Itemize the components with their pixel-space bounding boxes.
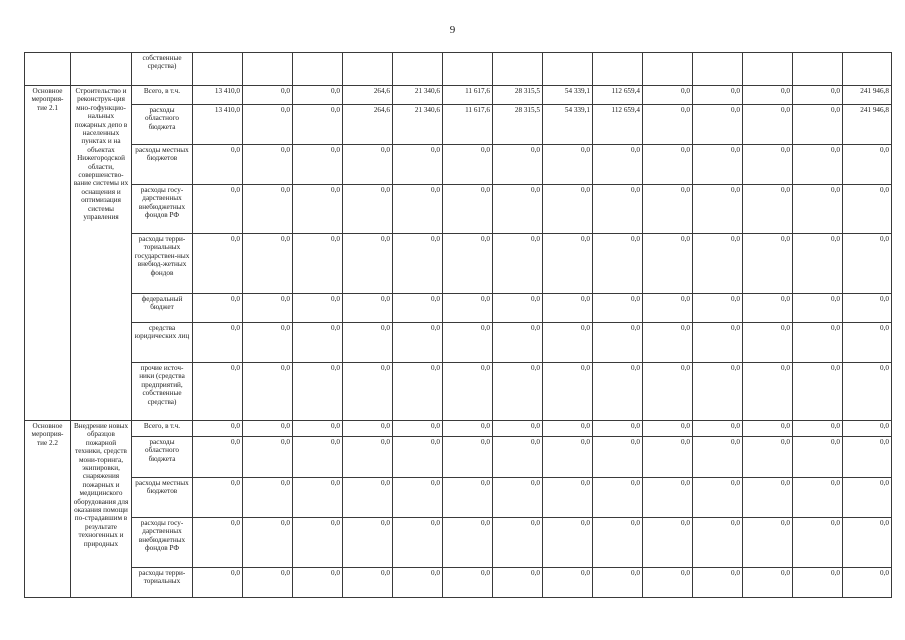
value-cell: 0,0	[643, 478, 693, 518]
value-cell: 0,0	[593, 421, 643, 437]
value-cell: 0,0	[643, 437, 693, 478]
funding-source-cell: расходы местных бюджетов	[132, 478, 193, 518]
value-cell: 0,0	[743, 234, 793, 294]
value-cell: 13 410,0	[193, 86, 243, 105]
value-cell: 0,0	[343, 234, 393, 294]
activity-name-cell	[71, 53, 132, 86]
value-cell: 0,0	[293, 437, 343, 478]
value-cell: 0,0	[743, 185, 793, 234]
value-cell: 0,0	[593, 568, 643, 598]
value-cell: 0,0	[493, 421, 543, 437]
value-cell: 0,0	[243, 363, 293, 421]
activity-name-cell: Строительство и реконструк-ция мно-гофункцио-нальных пожарных депо в населенных пунктах и на объектах Нижегородской области, совершенство-вание системы их оснащения и оптимизация системы управления	[71, 86, 132, 421]
value-cell	[343, 53, 393, 86]
value-cell: 0,0	[193, 294, 243, 323]
value-cell: 54 339,1	[543, 105, 593, 145]
value-cell: 0,0	[793, 478, 843, 518]
value-cell: 0,0	[393, 363, 443, 421]
value-cell: 0,0	[693, 518, 743, 568]
value-cell: 0,0	[793, 323, 843, 363]
value-cell: 0,0	[493, 363, 543, 421]
value-cell	[793, 53, 843, 86]
value-cell: 0,0	[643, 421, 693, 437]
value-cell: 0,0	[593, 323, 643, 363]
value-cell	[543, 53, 593, 86]
value-cell: 0,0	[593, 145, 643, 185]
value-cell	[293, 53, 343, 86]
value-cell: 0,0	[793, 234, 843, 294]
value-cell: 0,0	[393, 323, 443, 363]
value-cell: 0,0	[593, 478, 643, 518]
value-cell: 0,0	[443, 363, 493, 421]
value-cell: 0,0	[643, 568, 693, 598]
value-cell: 0,0	[393, 234, 443, 294]
table-row	[25, 53, 892, 86]
value-cell: 0,0	[543, 478, 593, 518]
value-cell: 0,0	[643, 234, 693, 294]
value-cell: 0,0	[293, 185, 343, 234]
value-cell: 0,0	[693, 105, 743, 145]
value-cell: 0,0	[593, 185, 643, 234]
value-cell: 0,0	[543, 518, 593, 568]
value-cell: 0,0	[743, 518, 793, 568]
value-cell: 0,0	[643, 518, 693, 568]
value-cell: 0,0	[743, 86, 793, 105]
value-cell: 0,0	[793, 437, 843, 478]
value-cell: 13 410,0	[193, 105, 243, 145]
value-cell	[243, 53, 293, 86]
value-cell: 0,0	[693, 234, 743, 294]
table-body	[25, 53, 892, 598]
value-cell: 0,0	[743, 323, 793, 363]
value-cell: 0,0	[443, 478, 493, 518]
value-cell: 0,0	[843, 145, 892, 185]
value-cell: 21 340,6	[393, 105, 443, 145]
value-cell: 0,0	[693, 294, 743, 323]
value-cell: 0,0	[743, 105, 793, 145]
value-cell: 0,0	[643, 145, 693, 185]
table-row	[25, 518, 892, 568]
value-cell	[593, 53, 643, 86]
value-cell: 0,0	[193, 323, 243, 363]
value-cell: 0,0	[543, 323, 593, 363]
value-cell: 0,0	[793, 185, 843, 234]
value-cell: 0,0	[493, 478, 543, 518]
table-row	[25, 568, 892, 598]
value-cell: 0,0	[393, 421, 443, 437]
value-cell: 0,0	[243, 437, 293, 478]
value-cell: 0,0	[443, 437, 493, 478]
value-cell: 0,0	[343, 363, 393, 421]
value-cell: 21 340,6	[393, 86, 443, 105]
value-cell: 0,0	[243, 478, 293, 518]
value-cell: 0,0	[393, 568, 443, 598]
value-cell: 0,0	[493, 234, 543, 294]
funding-source-cell: прочие источ-ники (средства предприятий, собственные средства)	[132, 363, 193, 421]
value-cell: 0,0	[393, 437, 443, 478]
value-cell: 0,0	[293, 421, 343, 437]
value-cell: 0,0	[443, 421, 493, 437]
value-cell: 0,0	[543, 437, 593, 478]
value-cell: 264,6	[343, 105, 393, 145]
value-cell: 0,0	[393, 518, 443, 568]
value-cell: 241 946,8	[843, 105, 892, 145]
funding-source-cell: Всего, в т.ч.	[132, 86, 193, 105]
table-row	[25, 363, 892, 421]
value-cell: 0,0	[443, 568, 493, 598]
funding-source-cell: средства юридических лиц	[132, 323, 193, 363]
table-row	[25, 421, 892, 437]
value-cell: 11 617,6	[443, 105, 493, 145]
table-row	[25, 234, 892, 294]
value-cell: 0,0	[543, 185, 593, 234]
value-cell: 0,0	[443, 185, 493, 234]
value-cell: 0,0	[543, 234, 593, 294]
value-cell: 0,0	[843, 323, 892, 363]
value-cell: 0,0	[693, 568, 743, 598]
budget-table	[24, 52, 892, 598]
value-cell: 0,0	[243, 323, 293, 363]
value-cell: 0,0	[693, 421, 743, 437]
table-row	[25, 86, 892, 105]
value-cell: 0,0	[693, 145, 743, 185]
value-cell: 0,0	[593, 363, 643, 421]
value-cell: 0,0	[193, 234, 243, 294]
funding-source-cell: расходы терри-ториальных государствен-ных внебюд-жетных фондов	[132, 234, 193, 294]
value-cell: 0,0	[793, 568, 843, 598]
value-cell: 0,0	[593, 234, 643, 294]
table-row	[25, 437, 892, 478]
value-cell: 0,0	[343, 518, 393, 568]
value-cell	[843, 53, 892, 86]
value-cell: 0,0	[343, 323, 393, 363]
value-cell: 0,0	[293, 363, 343, 421]
funding-source-cell: расходы госу-дарственных внебюджетных фондов РФ	[132, 518, 193, 568]
value-cell: 0,0	[293, 518, 343, 568]
value-cell: 0,0	[243, 145, 293, 185]
value-cell: 112 659,4	[593, 105, 643, 145]
funding-source-cell: расходы терри-ториальных	[132, 568, 193, 598]
value-cell: 0,0	[393, 294, 443, 323]
value-cell: 0,0	[843, 568, 892, 598]
table-row	[25, 294, 892, 323]
value-cell: 0,0	[493, 323, 543, 363]
value-cell: 0,0	[493, 518, 543, 568]
table-row	[25, 105, 892, 145]
value-cell: 0,0	[243, 518, 293, 568]
value-cell: 0,0	[643, 294, 693, 323]
value-cell: 0,0	[693, 323, 743, 363]
funding-source-cell: расходы госу-дарственных внебюджетных фондов РФ	[132, 185, 193, 234]
activity-name-cell: Внедрение новых образцов пожарной техники, средств мони-торинга, экипировки, снаряжения пожарных и медицинского оборудования для оказания помощи по-страдавшим в результате техногенных и природных	[71, 421, 132, 598]
value-cell: 0,0	[543, 145, 593, 185]
value-cell: 0,0	[793, 145, 843, 185]
table-row	[25, 185, 892, 234]
page-number: 9	[449, 24, 456, 36]
value-cell: 0,0	[743, 363, 793, 421]
value-cell: 0,0	[843, 185, 892, 234]
value-cell: 0,0	[743, 294, 793, 323]
value-cell: 54 339,1	[543, 86, 593, 105]
value-cell: 0,0	[793, 363, 843, 421]
value-cell: 0,0	[693, 478, 743, 518]
value-cell: 0,0	[493, 568, 543, 598]
value-cell: 0,0	[793, 518, 843, 568]
activity-number-cell: Основное мероприя-тие 2.2	[25, 421, 71, 598]
value-cell: 0,0	[793, 421, 843, 437]
value-cell: 0,0	[343, 185, 393, 234]
value-cell: 0,0	[493, 294, 543, 323]
value-cell: 0,0	[293, 86, 343, 105]
value-cell: 0,0	[293, 478, 343, 518]
value-cell: 112 659,4	[593, 86, 643, 105]
value-cell: 0,0	[193, 185, 243, 234]
value-cell: 0,0	[593, 294, 643, 323]
value-cell: 0,0	[343, 421, 393, 437]
value-cell: 0,0	[243, 105, 293, 145]
table-row	[25, 478, 892, 518]
value-cell: 0,0	[593, 518, 643, 568]
value-cell: 0,0	[843, 437, 892, 478]
value-cell: 0,0	[343, 478, 393, 518]
value-cell: 0,0	[793, 86, 843, 105]
value-cell: 0,0	[193, 478, 243, 518]
table-row	[25, 323, 892, 363]
value-cell: 241 946,8	[843, 86, 892, 105]
value-cell: 0,0	[643, 185, 693, 234]
activity-number-cell	[25, 53, 71, 86]
value-cell: 0,0	[293, 145, 343, 185]
value-cell: 0,0	[193, 568, 243, 598]
value-cell: 0,0	[443, 323, 493, 363]
value-cell: 0,0	[693, 437, 743, 478]
value-cell: 0,0	[343, 437, 393, 478]
value-cell: 0,0	[693, 86, 743, 105]
value-cell: 0,0	[293, 234, 343, 294]
value-cell: 0,0	[643, 363, 693, 421]
value-cell: 0,0	[643, 105, 693, 145]
funding-source-cell: собственные средства)	[132, 53, 193, 86]
value-cell: 0,0	[793, 105, 843, 145]
value-cell: 0,0	[743, 478, 793, 518]
value-cell: 0,0	[243, 421, 293, 437]
value-cell: 0,0	[743, 421, 793, 437]
table-row	[25, 145, 892, 185]
value-cell: 0,0	[843, 294, 892, 323]
value-cell: 0,0	[743, 437, 793, 478]
value-cell: 0,0	[493, 145, 543, 185]
value-cell: 0,0	[593, 437, 643, 478]
value-cell: 0,0	[243, 86, 293, 105]
value-cell	[693, 53, 743, 86]
funding-source-cell: федеральный бюджет	[132, 294, 193, 323]
value-cell: 0,0	[443, 234, 493, 294]
value-cell: 0,0	[493, 437, 543, 478]
value-cell: 0,0	[243, 234, 293, 294]
value-cell	[643, 53, 693, 86]
value-cell: 0,0	[193, 145, 243, 185]
value-cell: 0,0	[543, 421, 593, 437]
value-cell	[443, 53, 493, 86]
value-cell	[393, 53, 443, 86]
value-cell: 0,0	[193, 437, 243, 478]
value-cell: 0,0	[293, 568, 343, 598]
value-cell: 0,0	[293, 105, 343, 145]
value-cell: 0,0	[743, 145, 793, 185]
value-cell: 264,6	[343, 86, 393, 105]
value-cell: 0,0	[343, 145, 393, 185]
value-cell	[743, 53, 793, 86]
funding-source-cell: расходы областного бюджета	[132, 105, 193, 145]
value-cell: 0,0	[643, 323, 693, 363]
value-cell: 0,0	[393, 185, 443, 234]
value-cell	[493, 53, 543, 86]
value-cell: 28 315,5	[493, 105, 543, 145]
value-cell: 0,0	[843, 363, 892, 421]
value-cell	[193, 53, 243, 86]
activity-number-cell: Основное мероприя-тие 2.1	[25, 86, 71, 421]
value-cell: 0,0	[393, 478, 443, 518]
value-cell: 0,0	[543, 363, 593, 421]
value-cell: 0,0	[843, 518, 892, 568]
value-cell: 0,0	[443, 294, 493, 323]
value-cell: 0,0	[543, 568, 593, 598]
value-cell: 0,0	[843, 234, 892, 294]
value-cell: 0,0	[243, 294, 293, 323]
value-cell: 0,0	[343, 568, 393, 598]
funding-source-cell: Всего, в т.ч.	[132, 421, 193, 437]
value-cell: 0,0	[793, 294, 843, 323]
value-cell: 0,0	[643, 86, 693, 105]
funding-source-cell: расходы областного бюджета	[132, 437, 193, 478]
value-cell: 0,0	[743, 568, 793, 598]
value-cell: 0,0	[443, 145, 493, 185]
value-cell: 0,0	[693, 185, 743, 234]
value-cell: 0,0	[843, 421, 892, 437]
value-cell: 0,0	[543, 294, 593, 323]
funding-source-cell: расходы местных бюджетов	[132, 145, 193, 185]
value-cell: 0,0	[443, 518, 493, 568]
value-cell: 0,0	[193, 421, 243, 437]
value-cell: 0,0	[393, 145, 443, 185]
value-cell: 0,0	[843, 478, 892, 518]
value-cell: 28 315,5	[493, 86, 543, 105]
value-cell: 0,0	[493, 185, 543, 234]
value-cell: 0,0	[193, 363, 243, 421]
value-cell: 0,0	[193, 518, 243, 568]
value-cell: 0,0	[693, 363, 743, 421]
value-cell: 11 617,6	[443, 86, 493, 105]
value-cell: 0,0	[243, 568, 293, 598]
value-cell: 0,0	[343, 294, 393, 323]
value-cell: 0,0	[293, 294, 343, 323]
value-cell: 0,0	[293, 323, 343, 363]
value-cell: 0,0	[243, 185, 293, 234]
